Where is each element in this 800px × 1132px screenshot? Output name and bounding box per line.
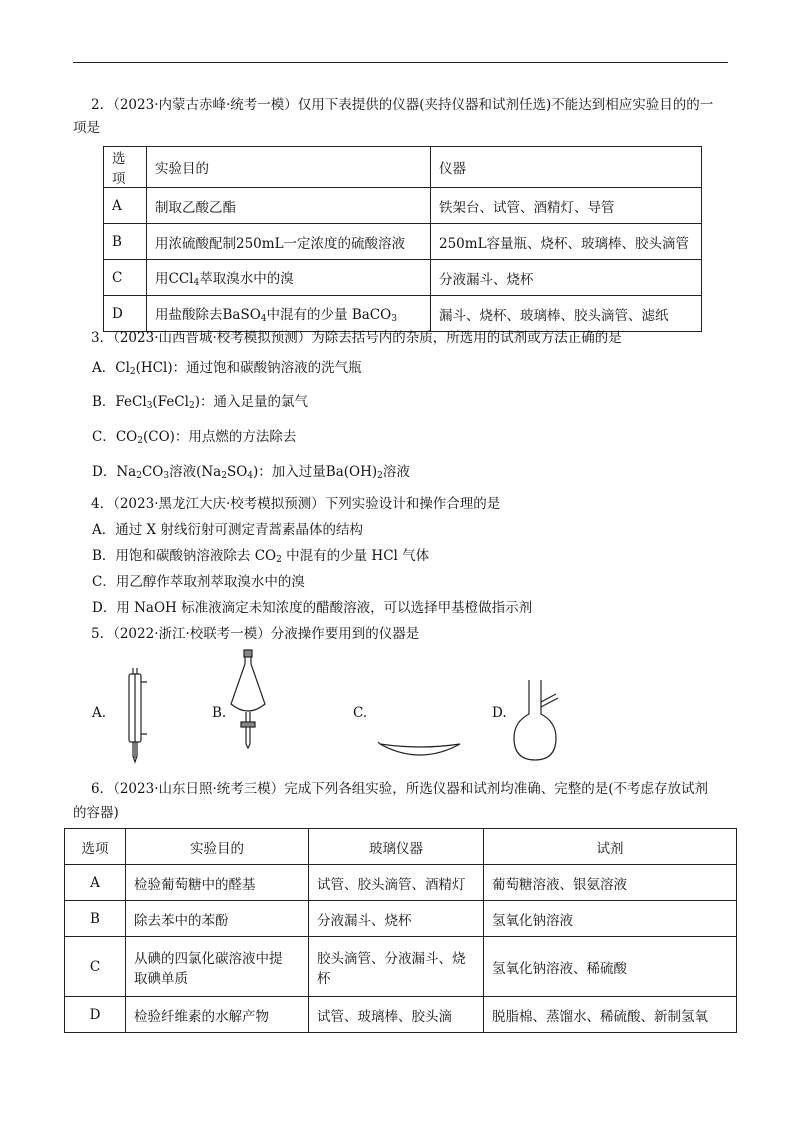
table-row (65, 997, 737, 1033)
q2-stem-line2: 项是 (73, 120, 100, 136)
q5-label-c: C. (353, 705, 368, 721)
option-cell: D (65, 997, 126, 1033)
q2-stem-line1: 2．（2023·内蒙古赤峰·统考一模）仅用下表提供的仪器(夹持仪器和试剂任选)不能达到相应实验目的的一 (91, 97, 714, 113)
table-header-row (65, 829, 737, 865)
q3-option-a: A．$Cl_2(HCl)$：通过饱和碳酸钠溶液的洗气瓶 (92, 360, 362, 377)
q5-label-b: B. (212, 705, 227, 721)
purpose-cell: 用盐酸除去BaSO$_4$中混有的少量 BaCO$_3$ (147, 296, 431, 332)
glassware-cell: 试管、胶头滴管、酒精灯 (309, 865, 484, 901)
reagent-cell: 葡萄糖溶液、银氨溶液 (484, 865, 737, 901)
condenser-icon (120, 668, 150, 766)
separatory-funnel-icon (228, 648, 268, 752)
q4-stem: 4．（2023·黑龙江大庆·校考模拟预测）下列实验设计和操作合理的是 (91, 496, 501, 512)
header-cell: 实验目的 (126, 829, 309, 865)
purpose-cell: 用CCl$_4$萃取溴水中的溴 (147, 260, 431, 296)
table-row (65, 901, 737, 937)
q4-option-d: D．用 NaOH 标准液滴定未知浓度的醋酸溶液，可以选择甲基橙做指示剂 (92, 600, 533, 616)
q5-label-a: A. (92, 705, 107, 721)
option-cell: A (104, 188, 147, 224)
apparatus-cell: 250mL容量瓶、烧杯、玻璃棒、胶头滴管 (431, 224, 702, 260)
header-cell: 选项 (104, 147, 147, 188)
header-cell: 仪器 (431, 147, 702, 188)
option-cell: A (65, 865, 126, 901)
header-rule (73, 62, 728, 63)
distilling-flask-icon (510, 680, 562, 764)
header-cell: 试剂 (484, 829, 737, 865)
header-cell: 玻璃仪器 (309, 829, 484, 865)
purpose-cell: 检验葡萄糖中的醛基 (126, 865, 309, 901)
q3-option-b: B．FeCl$_3$(FeCl$_2$)：通入足量的氯气 (92, 394, 308, 411)
table-row (104, 224, 702, 260)
apparatus-cell: 漏斗、烧杯、玻璃棒、胶头滴管、滤纸 (431, 296, 702, 332)
table-row (104, 188, 702, 224)
purpose-cell: 除去苯中的苯酚 (126, 901, 309, 937)
option-cell: B (104, 224, 147, 260)
reagent-cell: 脱脂棉、蒸馏水、稀硫酸、新制氢氧 (484, 997, 737, 1033)
q2-table (103, 146, 702, 332)
option-cell: D (104, 296, 147, 332)
q6-stem-line2: 的容器) (73, 805, 119, 821)
q3-option-d: D．$Na_2CO_3$溶液$(Na_2SO_4)$：加入过量$Ba(OH)_2$溶液 (92, 464, 410, 481)
purpose-cell: 用浓硫酸配制250mL一定浓度的硫酸溶液 (147, 224, 431, 260)
q5-label-d: D. (492, 705, 507, 721)
apparatus-cell: 铁架台、试管、酒精灯、导管 (431, 188, 702, 224)
reagent-cell: 氢氧化钠溶液 (484, 901, 737, 937)
header-cell: 实验目的 (147, 147, 431, 188)
evaporating-dish-icon (378, 738, 462, 762)
apparatus-cell: 分液漏斗、烧杯 (431, 260, 702, 296)
header-cell: 选项 (65, 829, 126, 865)
glassware-cell: 试管、玻璃棒、胶头滴 (309, 997, 484, 1033)
q4-option-a: A．通过 X 射线衍射可测定青蒿素晶体的结构 (92, 522, 363, 538)
purpose-cell: 制取乙酸乙酯 (147, 188, 431, 224)
q6-table (64, 828, 737, 1033)
glassware-cell: 胶头滴管、分液漏斗、烧 杯 (309, 937, 484, 997)
purpose-cell: 从碘的四氯化碳溶液中提 取碘单质 (126, 937, 309, 997)
table-row (65, 865, 737, 901)
q5-stem: 5．（2022·浙江·校联考一模）分液操作要用到的仪器是 (91, 626, 420, 642)
q4-option-b: B．用饱和碳酸钠溶液除去 $CO_2$ 中混有的少量 HCl 气体 (92, 548, 430, 565)
q6-stem-line1: 6．（2023·山东日照·统考三模）完成下列各组实验，所选仪器和试剂均准确、完整的是(不考虑存放试剂 (91, 781, 709, 797)
option-cell: C (104, 260, 147, 296)
reagent-cell: 氢氧化钠溶液、稀硫酸 (484, 937, 737, 997)
table-row (104, 260, 702, 296)
option-cell: B (65, 901, 126, 937)
purpose-cell: 检验纤维素的水解产物 (126, 997, 309, 1033)
q3-stem: 3．（2023·山西晋城·校考模拟预测）为除去括号内的杂质，所选用的试剂或方法正确的是 (91, 330, 622, 346)
option-cell: C (65, 937, 126, 997)
q4-option-c: C．用乙醇作萃取剂萃取溴水中的溴 (92, 574, 305, 590)
table-row (65, 937, 737, 997)
q3-option-c: C．$CO_2(CO)$：用点燃的方法除去 (92, 429, 297, 446)
table-row (104, 296, 702, 332)
glassware-cell: 分液漏斗、烧杯 (309, 901, 484, 937)
table-header-row (104, 147, 702, 188)
